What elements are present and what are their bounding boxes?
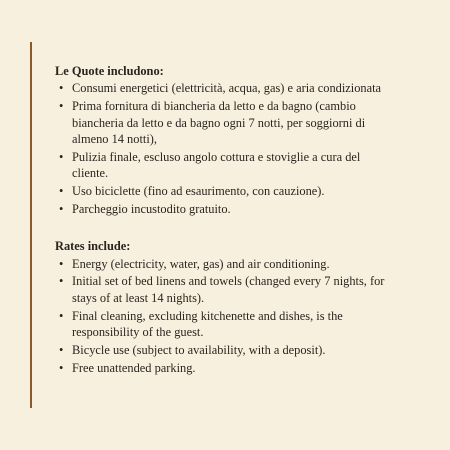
section-spacer: [55, 219, 385, 238]
list-item: • Prima fornitura di biancheria da letto e da bagno (cambio biancheria da letto e da bagno ogni 7 notti, per soggiorni di almeno 14 notti),: [55, 98, 385, 147]
section-italian: [55, 63, 385, 218]
list-english: [55, 256, 385, 377]
list-item: • Pulizia finale, escluso angolo cottura e stoviglie a cura del cliente.: [55, 149, 385, 182]
section-title-italian: Le Quote includono:: [55, 64, 164, 78]
section-title-english: Rates include:: [55, 239, 131, 254]
list-item: • Consumi energetici (elettricità, acqua, gas) e aria condizionata: [55, 80, 385, 96]
list-item: • Initial set of bed linens and towels (changed every 7 nights, for stays of at least 14 nights).: [55, 273, 385, 306]
list-italian: [55, 80, 385, 217]
list-item: • Free unattended parking.: [55, 360, 385, 376]
list-item: • Parcheggio incustodito gratuito.: [55, 201, 385, 217]
accent-bar: [30, 42, 32, 408]
section-english: [55, 238, 385, 376]
rates-content: [55, 63, 385, 378]
list-item: • Final cleaning, excluding kitchenette and dishes, is the responsibility of the guest.: [55, 308, 385, 341]
list-item: • Energy (electricity, water, gas) and air conditioning.: [55, 256, 385, 272]
list-item: • Bicycle use (subject to availability, with a deposit).: [55, 342, 385, 358]
list-item: • Uso biciclette (fino ad esaurimento, con cauzione).: [55, 183, 385, 199]
